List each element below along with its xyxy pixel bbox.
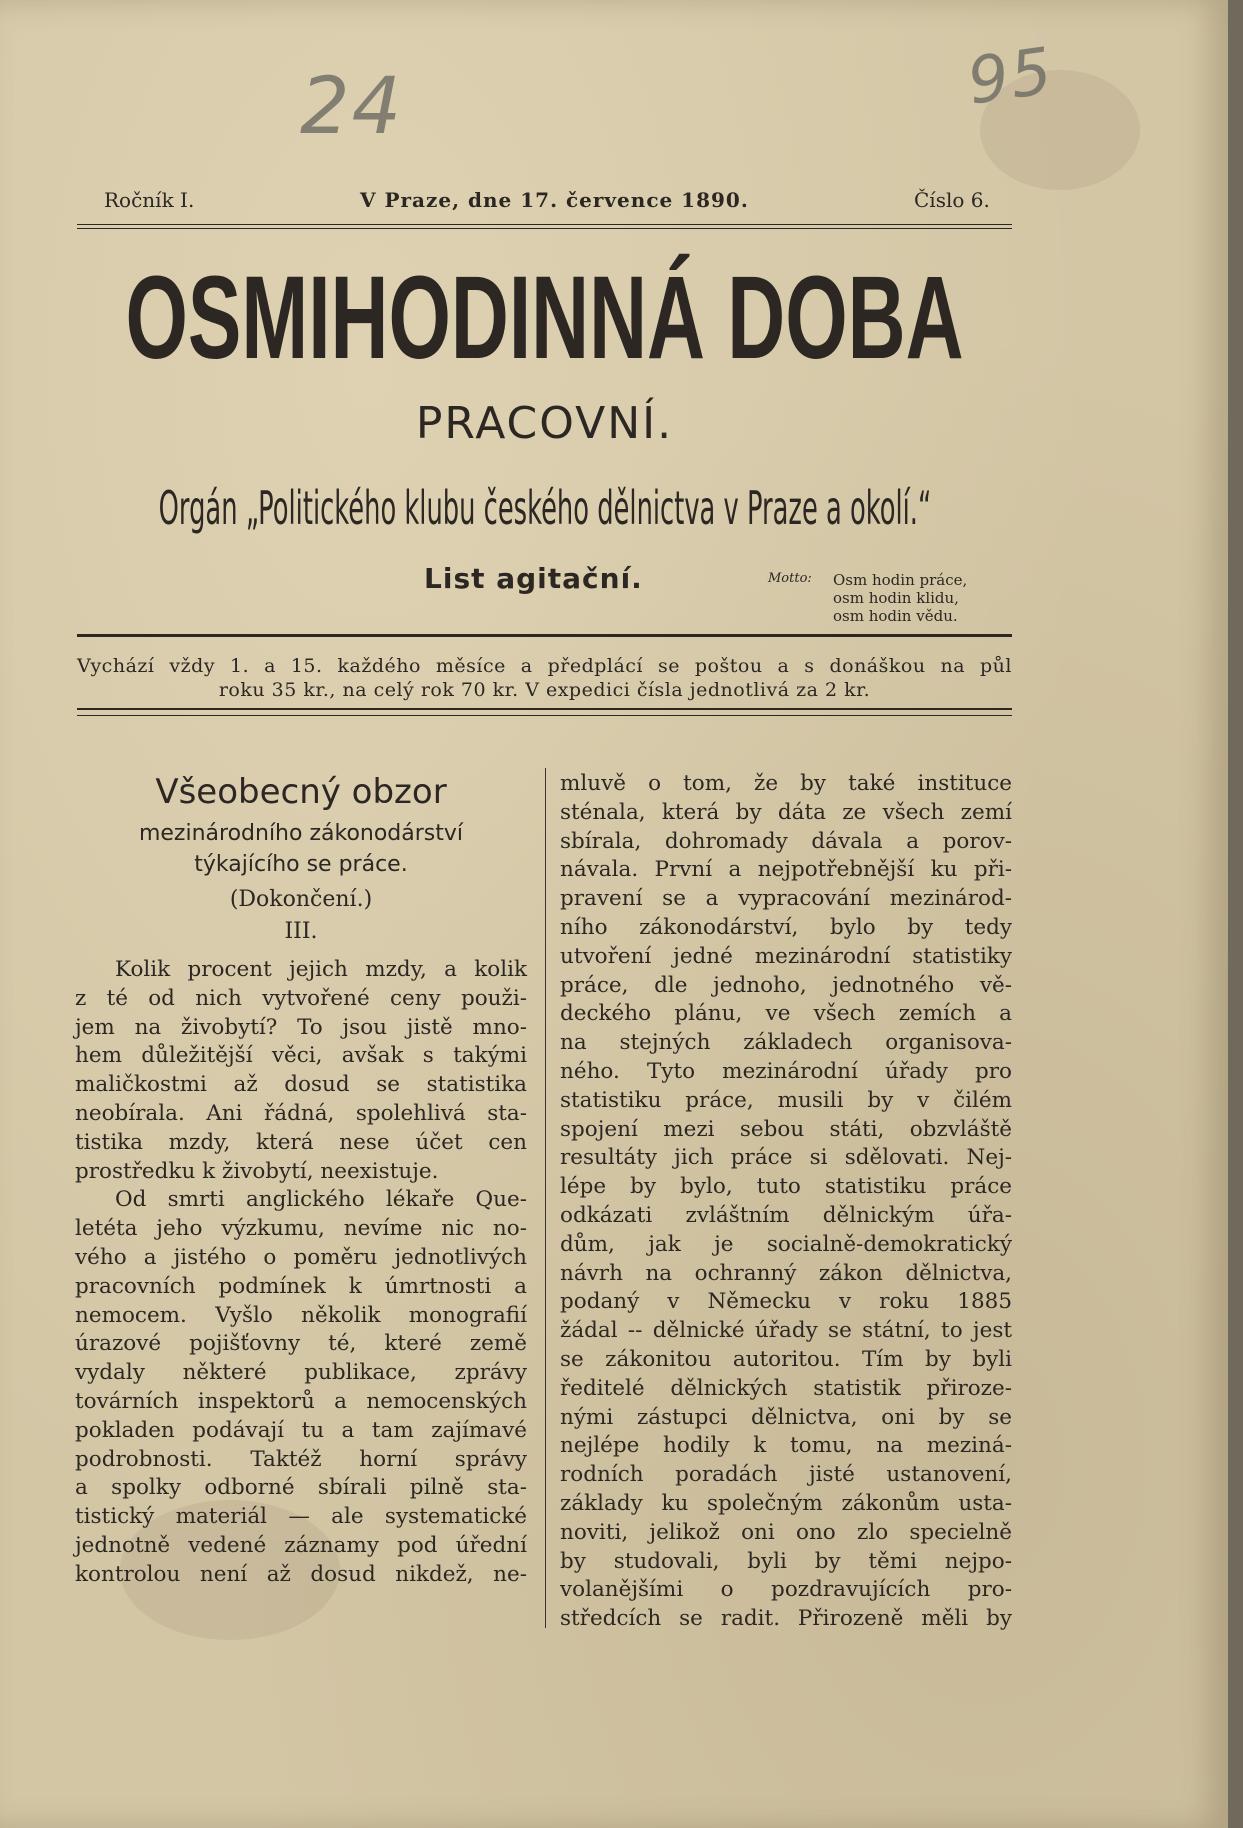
text-line: ředitelé dělnických statistik přiroze- [560, 1375, 1012, 1401]
motto [833, 571, 967, 625]
text-line: nými zástupci dělnictva, oni by se [560, 1404, 1012, 1430]
text-line: a spolky odborné sbírali pilně sta- [75, 1475, 527, 1501]
text-line: jem na živobytí? To jsou jistě mno- [75, 1014, 527, 1040]
text-line: úrazové pojišťovny té, které země [75, 1331, 527, 1357]
date-line: V Praze, dne 17. července 1890. [360, 188, 749, 212]
masthead-subtitle: PRACOVNÍ. [415, 398, 674, 449]
column-rule [545, 768, 546, 1628]
divider [77, 708, 1012, 710]
text-line: odkázati zvláštním dělnickým úřa- [560, 1202, 1012, 1228]
pencil-mark-right: 95 [963, 34, 1059, 120]
text-line: by studovali, byli by těmi nejpo- [560, 1548, 1012, 1574]
right-column-text [560, 770, 1012, 1634]
text-line: žádal -- dělnické úřady se státní, to jest [560, 1318, 1012, 1344]
text-line: hem důležitější věci, avšak s takými [75, 1043, 527, 1069]
text-line: na stejných základech organisova- [560, 1030, 1012, 1056]
text-line: resultáty jich práce si sdělovati. Nej- [560, 1145, 1012, 1171]
subscription-line: roku 35 kr., na celý rok 70 kr. V expedici čísla jednotlivá za 2 kr. [218, 679, 871, 701]
subscription-info [77, 654, 1012, 702]
masthead-title: OSMIHODINNÁ DOBA [125, 252, 964, 384]
left-column-text [75, 956, 527, 1590]
text-line: sténala, která by dáta ze všech zemí [560, 799, 1012, 825]
issue-number: Číslo 6. [914, 188, 990, 212]
masthead-title-wrap [77, 252, 1012, 384]
text-line: vydaly některé publikace, zprávy [75, 1360, 527, 1386]
text-line: kontrolou není až dosud nikdež, ne- [75, 1561, 527, 1587]
issue-header [100, 188, 1000, 218]
text-line: pracovních podmínek k úmrtnosti a [75, 1273, 527, 1299]
text-line: volanějšími o pozdravujících pro- [560, 1577, 1012, 1603]
text-line: sbírala, dohromady dávala a porov- [560, 828, 1012, 854]
motto-line: osm hodin klidu, [833, 589, 959, 607]
volume-label: Ročník I. [104, 188, 195, 212]
article-subtitle-line: týkajícího se práce. [194, 852, 408, 877]
text-line: utvoření jedné mezinárodní statistiky [560, 943, 1012, 969]
text-line: Od smrti anglického lékaře Que- [115, 1187, 527, 1213]
text-line: tistický materiál — ale systematické [75, 1504, 527, 1530]
motto-line: osm hodin vědu. [833, 607, 958, 625]
text-line: lépe by bylo, tuto statistiku práce [560, 1174, 1012, 1200]
article-section: III. [284, 919, 318, 944]
article-subtitle-line: mezinárodního zákonodárství [138, 821, 464, 846]
text-line: deckého plánu, ve všech zemích a [560, 1001, 1012, 1027]
text-line: rodních poradách jisté ustanovení, [560, 1462, 1012, 1488]
text-line: návrh na ochranný zákon dělnictva, [560, 1260, 1012, 1286]
text-line: podaný v Německu v roku 1885 [560, 1289, 1012, 1315]
text-line: středcích se radit. Přirozeně měli by [560, 1606, 1012, 1632]
text-line: jednotně vedené záznamy pod úřední [75, 1532, 527, 1558]
text-line: pravení se a vypracování mezinárod- [560, 886, 1012, 912]
divider [77, 228, 1012, 229]
text-line: spojení mezi sebou státi, obzvláště [560, 1116, 1012, 1142]
text-line: podrobnosti. Taktéž horní správy [75, 1446, 527, 1472]
divider-thick [77, 634, 1012, 637]
article-left-column [75, 770, 527, 1590]
tagline: List agitační. [424, 562, 643, 595]
text-line: ného. Tyto mezinárodní úřady pro [560, 1058, 1012, 1084]
text-line: Kolik procent jejich mzdy, a kolik [115, 957, 527, 982]
text-line: maličkostmi až dosud se statistika [75, 1072, 527, 1098]
text-line: letéta jeho výzkumu, nevíme nic no- [75, 1216, 527, 1242]
text-line: tistika mzdy, která nese účet cen [75, 1129, 527, 1155]
text-line: základy ku společným zákonům usta- [560, 1490, 1012, 1516]
text-line: se zákonitou autoritou. Tím by byli [560, 1346, 1012, 1372]
article-title: Všeobecný obzor [155, 772, 447, 812]
text-line: mluvě o tom, že by také instituce [560, 771, 1012, 796]
text-line: noviti, jelikož oni ono zlo specielně [560, 1519, 1012, 1545]
text-line: dům, jak je socialně-demokratický [560, 1231, 1012, 1257]
organ-line: Orgán „Politického klubu českého dělnictva v Praze a okolí.“ [158, 481, 932, 535]
text-line: vého a jistého o poměru jednotlivých [75, 1244, 527, 1270]
pencil-mark-left: 24 [300, 62, 404, 152]
article-right-column [560, 770, 1012, 1634]
article-continued: (Dokončení.) [229, 887, 373, 912]
divider [77, 224, 1012, 225]
text-line: továrních inspektorů a nemocenských [75, 1388, 527, 1414]
text-line: návala. První a nejpotřebnější ku při- [560, 857, 1012, 883]
text-line: práce, dle jednoho, jednotného vě- [560, 972, 1012, 998]
subscription-line: Vychází vždy 1. a 15. každého měsíce a předplácí se poštou a s donáškou na půl [77, 655, 1012, 677]
motto-label: Motto: [768, 571, 812, 586]
text-line: z té od nich vytvořené ceny použi- [75, 985, 527, 1011]
text-line: pokladen podávají tu a tam zajímavé [75, 1417, 527, 1443]
text-line: prostředku k živobytí, neexistuje. [75, 1158, 439, 1184]
text-line: ního zákonodárství, bylo by tedy [560, 914, 1012, 940]
divider [77, 715, 1012, 716]
organ-line-wrap [77, 478, 1012, 538]
text-line: nejlépe hodily k tomu, na meziná- [560, 1433, 1012, 1459]
text-line: neobírala. Ani řádná, spolehlivá sta- [75, 1100, 527, 1126]
text-line: statistiku práce, musili by v čilém [560, 1087, 1012, 1113]
motto-line: Osm hodin práce, [833, 571, 968, 589]
text-line: nemocem. Vyšlo několik monografií [75, 1302, 527, 1328]
